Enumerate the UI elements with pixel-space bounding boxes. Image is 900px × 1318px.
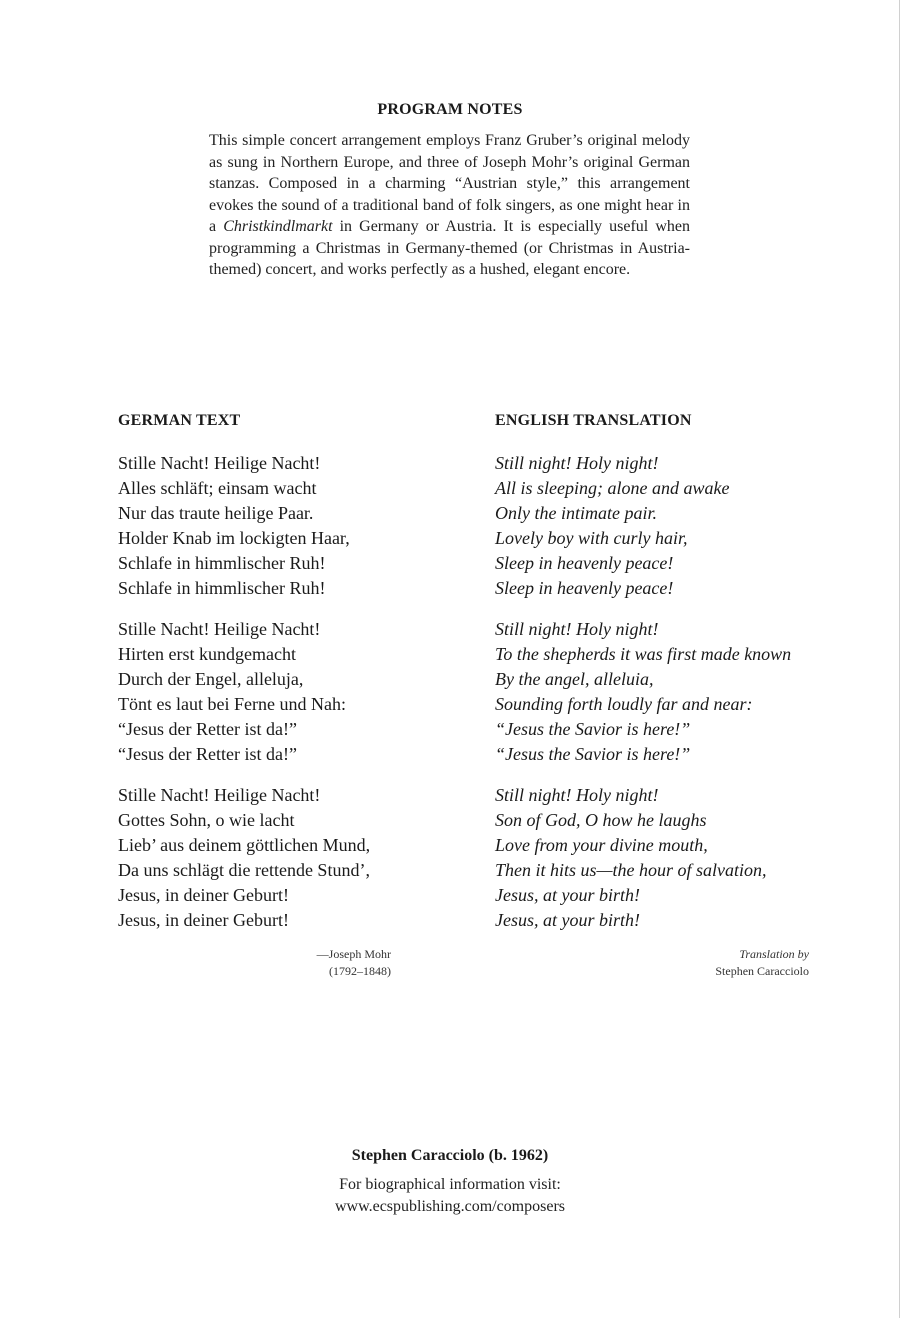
english-translation-column	[495, 410, 825, 949]
english-line: Jesus, at your birth!	[495, 885, 640, 905]
german-line: Hirten erst kundgemacht	[118, 644, 296, 664]
english-line: Son of God, O how he laughs	[495, 810, 707, 830]
program-notes-text-2: in Germany or Austria. It is especially useful when programming a Christmas in Germany-themed (or Christmas in Austria-themed) concert, and works perfectly as a hushed, elegant encore.	[209, 218, 690, 278]
german-line: Schlafe in himmlischer Ruh!	[118, 553, 326, 573]
english-line: “Jesus the Savior is here!”	[495, 744, 691, 764]
german-text-credit	[200, 946, 391, 980]
german-line: Schlafe in himmlischer Ruh!	[118, 578, 326, 598]
english-line: To the shepherds it was first made known	[495, 644, 792, 664]
german-stanza-2	[118, 617, 408, 767]
english-stanza-1	[495, 451, 825, 601]
composer-name: Stephen Caracciolo (b. 1962)	[351, 1147, 549, 1164]
translation-label: Translation by	[739, 947, 809, 961]
german-stanza-3	[118, 783, 408, 933]
english-stanza-3	[495, 783, 825, 933]
english-line: Then it hits us—the hour of salvation,	[495, 860, 767, 880]
german-line: Gottes Sohn, o wie lacht	[118, 810, 295, 830]
english-line: Sounding forth loudly far and near:	[495, 694, 753, 714]
translation-credit	[600, 946, 809, 980]
english-line: Still night! Holy night!	[495, 453, 659, 473]
lyricist-name: —Joseph Mohr	[316, 947, 391, 961]
english-line: Only the intimate pair.	[495, 503, 657, 523]
english-stanza-2	[495, 617, 825, 767]
german-line: Stille Nacht! Heilige Nacht!	[118, 785, 321, 805]
program-notes-title: PROGRAM NOTES	[377, 101, 523, 118]
german-stanza-1	[118, 451, 408, 601]
german-line: Jesus, in deiner Geburt!	[118, 910, 289, 930]
german-line: “Jesus der Retter ist da!”	[118, 744, 297, 764]
english-line: Sleep in heavenly peace!	[495, 578, 674, 598]
english-line: Jesus, at your birth!	[495, 910, 640, 930]
german-line: Stille Nacht! Heilige Nacht!	[118, 619, 321, 639]
composer-info-url: www.ecspublishing.com/composers	[334, 1198, 566, 1215]
english-line: Sleep in heavenly peace!	[495, 553, 674, 573]
lyricist-dates: (1792–1848)	[329, 964, 391, 978]
german-line: “Jesus der Retter ist da!”	[118, 719, 297, 739]
english-line: “Jesus the Savior is here!”	[495, 719, 691, 739]
german-text-heading: GERMAN TEXT	[118, 412, 241, 429]
english-line: Lovely boy with curly hair,	[495, 528, 688, 548]
german-line: Alles schläft; einsam wacht	[118, 478, 317, 498]
program-notes-text-1: This simple concert arrangement employs Franz Gruber’s original melody as sung in Northern Europe, and three of Joseph Mohr’s original German stanzas. Composed in a charming “Austrian style,” this arrangement evokes the sound of a traditional band of folk singers, as one might hear in a	[209, 132, 690, 235]
german-line: Da uns schlägt die rettende Stund’,	[118, 860, 370, 880]
program-notes-body	[209, 130, 690, 281]
english-line: Love from your divine mouth,	[495, 835, 708, 855]
german-line: Lieb’ aus deinem göttlichen Mund,	[118, 835, 371, 855]
english-line: Still night! Holy night!	[495, 785, 659, 805]
german-line: Durch der Engel, alleluja,	[118, 669, 304, 689]
program-notes-italic-term: Christkindlmarkt	[223, 218, 333, 235]
german-line: Jesus, in deiner Geburt!	[118, 885, 289, 905]
german-line: Stille Nacht! Heilige Nacht!	[118, 453, 321, 473]
german-line: Holder Knab im lockigten Haar,	[118, 528, 350, 548]
german-text-column	[118, 410, 408, 949]
english-line: Still night! Holy night!	[495, 619, 659, 639]
composer-block	[0, 1145, 900, 1218]
composer-info-line-1: For biographical information visit:	[339, 1176, 561, 1193]
translator-name: Stephen Caracciolo	[715, 964, 809, 978]
english-line: By the angel, alleluia,	[495, 669, 654, 689]
english-line: All is sleeping; alone and awake	[495, 478, 730, 498]
english-translation-heading: ENGLISH TRANSLATION	[495, 412, 692, 429]
german-line: Nur das traute heilige Paar.	[118, 503, 314, 523]
german-line: Tönt es laut bei Ferne und Nah:	[118, 694, 346, 714]
